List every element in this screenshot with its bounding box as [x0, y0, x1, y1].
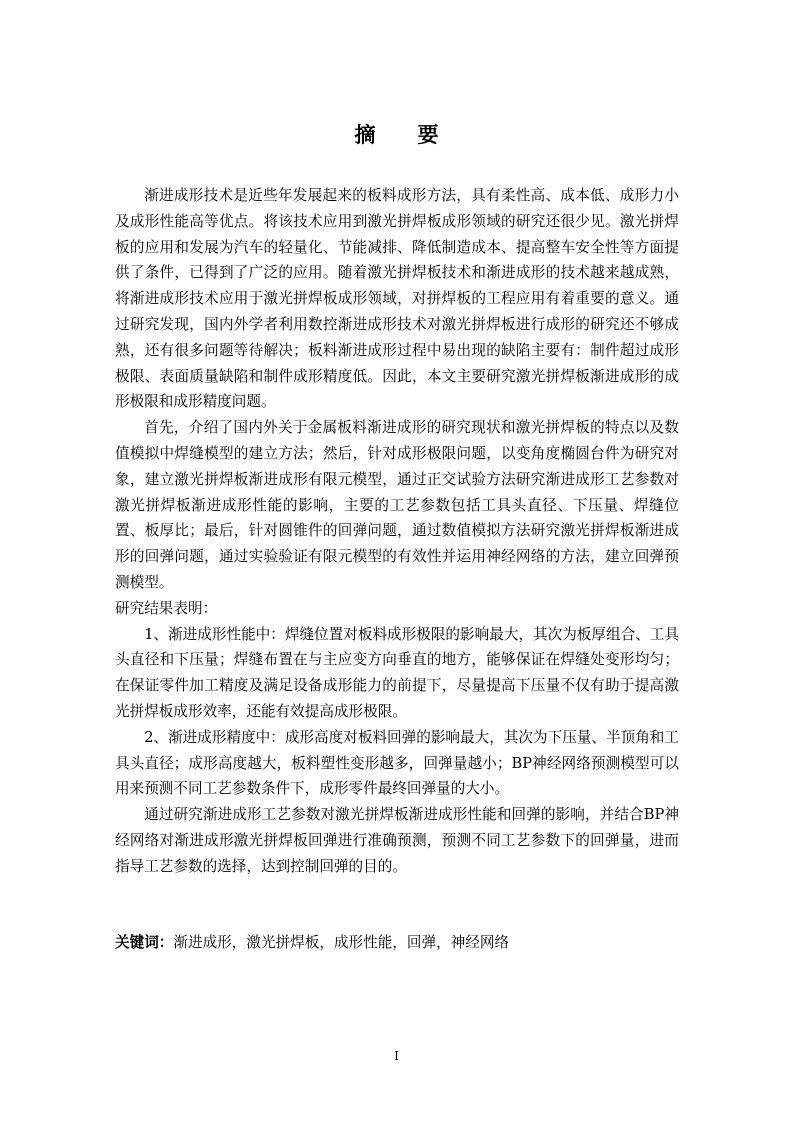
keywords-text: 渐进成形，激光拼焊板，成形性能，回弹，神经网络 — [173, 934, 510, 951]
page-number: I — [394, 1049, 399, 1063]
keywords-line — [115, 930, 679, 955]
abstract-result-2: 2、渐进成形精度中：成形高度对板料回弹的影响最大，其次为下压量、半顶角和工具头直径；成形高度越大，板料塑性变形越多，回弹量越小；BP神经网络预测模型可以用来预测不同工艺参数条件下，成形零件最终回弹量的大小。 — [115, 728, 679, 798]
abstract-paragraph-methods: 首先，介绍了国内外关于金属板料渐进成形的研究现状和激光拼焊板的特点以及数值模拟中焊缝模型的建立方法；然后，针对成形极限问题，以变角度椭圆台件为研究对象，建立激光拼焊板渐进成形有限元模型，通过正交试验方法研究渐进成形工艺参数对激光拼焊板渐进成形性能的影响，主要的工艺参数包括工具头直径、下压量、焊缝位置、板厚比；最后，针对圆锥件的回弹问题，通过数值模拟方法研究激光拼焊板渐进成形的回弹问题，通过实验验证有限元模型的有效性并运用神经网络的方法，建立回弹预测模型。 — [115, 419, 679, 591]
abstract-body — [115, 183, 679, 880]
abstract-title: 摘要 — [354, 123, 481, 147]
abstract-result-1: 1、渐进成形性能中：焊缝位置对板料成形极限的影响最大，其次为板厚组合、工具头直径和下压量；焊缝布置在与主应变方向垂直的地方，能够保证在焊缝处变形均匀；在保证零件加工精度及满足设备成形能力的前提下，尽量提高下压量不仅有助于提高激光拼焊板成形效率，还能有效提高成形极限。 — [115, 625, 679, 720]
abstract-paragraph-intro: 渐进成形技术是近些年发展起来的板料成形方法，具有柔性高、成本低、成形力小及成形性能高等优点。将该技术应用到激光拼焊板成形领域的研究还很少见。激光拼焊板的应用和发展为汽车的轻量化、节能减排、降低制造成本、提高整车安全性等方面提供了条件，已得到了广泛的应用。随着激光拼焊板技术和渐进成形的技术越来越成熟，将渐进成形技术应用于激光拼焊板成形领域，对拼焊板的工程应用有着重要的意义。通过研究发现，国内外学者利用数控渐进成形技术对激光拼焊板进行成形的研究还不够成熟，还有很多问题等待解决；板料渐进成形过程中易出现的缺陷主要有：制件超过成形极限、表面质量缺陷和制件成形精度低。因此，本文主要研究激光拼焊板渐进成形的成形极限和成形精度问题。 — [115, 187, 679, 411]
abstract-paragraph-conclusion: 通过研究渐进成形工艺参数对激光拼焊板渐进成形性能和回弹的影响，并结合BP神经网络对渐进成形激光拼焊板回弹进行准确预测，预测不同工艺参数下的回弹量，进而指导工艺参数的选择，达到控制回弹的目的。 — [115, 806, 679, 875]
keywords-label: 关键词： — [115, 934, 174, 951]
abstract-results-heading: 研究结果表明： — [115, 599, 218, 617]
